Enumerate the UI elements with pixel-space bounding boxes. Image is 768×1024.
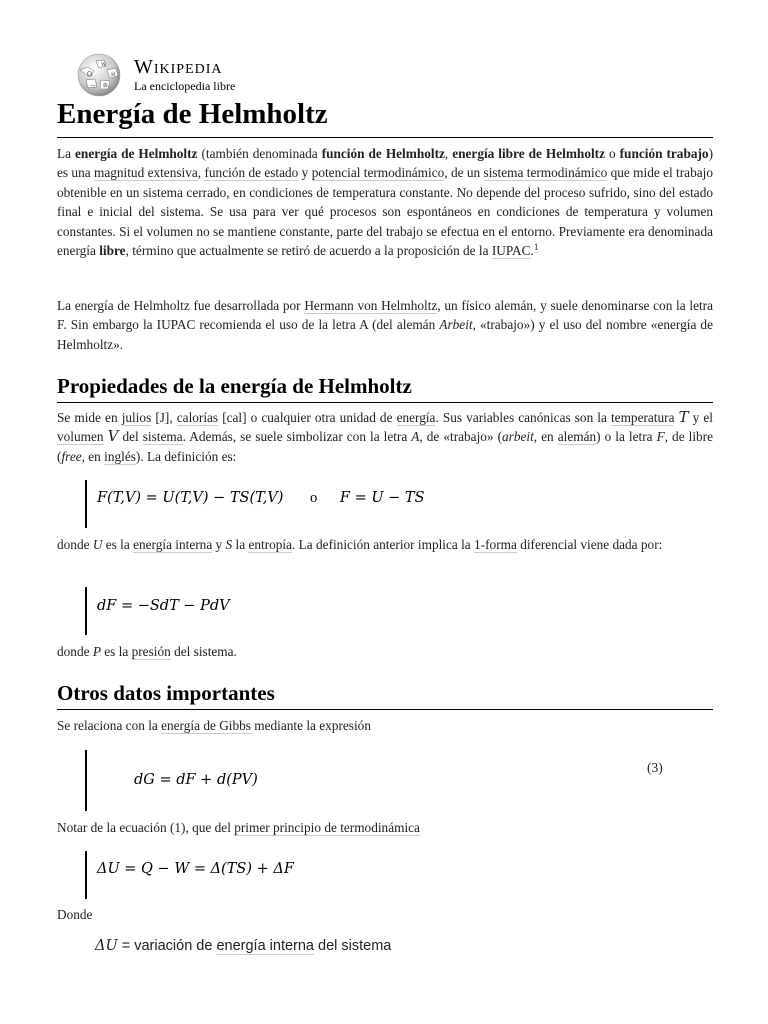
wikipedia-globe-icon [74,52,124,98]
equation-block-2 [85,587,87,635]
text-run: . [530,243,534,259]
text-run: función trabajo [619,146,709,161]
text-run: (también denominada [197,146,322,161]
text-run: S [225,537,233,552]
definition-text: = variación de [117,938,217,954]
page-title: Energía de Helmholtz [57,98,328,130]
math-symbol: T [678,408,689,426]
link-entropía[interactable]: entropía [248,537,293,552]
equation-first-law: ΔU = Q − W = Δ(TS) + ΔF [97,861,294,877]
link-temperatura[interactable]: temperatura [610,410,675,425]
wikipedia-tagline: La enciclopedia libre [134,79,236,93]
text-run: , un físico alemán, y suele denominarse con la letra F. Sin embargo la IUPAC recomienda el uso de la letra A (del alemán [57,298,713,333]
text-run: ). La definición es: [135,448,237,464]
text-run: o [605,146,620,161]
text-run: es la [102,537,134,552]
section-divider-2 [57,709,713,710]
equation-block-4 [85,851,87,899]
link-sistema[interactable]: sistema [142,429,183,445]
section-heading-otros-datos: Otros datos importantes [57,681,275,705]
link-iupac[interactable]: IUPAC [491,243,531,259]
text-run: del [118,429,143,445]
text-run: libre [99,243,126,259]
link-julios[interactable]: julios [121,410,152,425]
text-run: donde [57,644,93,659]
link-energía[interactable]: energía [396,410,436,425]
text-run: la [232,537,249,552]
text-run: que mide el trabajo obtenible en un sistema cerrado, en condiciones de temperatura constante. No depende del proceso sufrido, sino del estado final e inicial del sistema. Se usa para ver qué procesos son espontáneos en condiciones de temperatura y volumen constantes. Si el volumen no se mantiene constante, parte del trabajo se efectua en el entorno. Previamente era denominada energía [57,165,713,259]
link-inglés[interactable]: inglés [104,448,136,464]
text-run: U [92,537,103,552]
text-run: La [57,146,76,161]
text-run: , en [533,429,558,445]
link-calorías[interactable]: calorías [176,410,219,425]
otros-paragraph-2 [57,818,713,837]
link-alemán[interactable]: alemán [557,429,597,445]
equation-block-3 [85,750,87,811]
equation-gibbs: dG = dF + d(PV) [134,772,258,788]
link-energía-interna[interactable]: energía interna [133,537,213,552]
equation-number: (3) [647,760,663,775]
intro-paragraph-2 [57,296,713,354]
reference-link[interactable]: 1 [533,241,539,252]
text-run: y [212,537,226,552]
text-run: energía libre de Helmholtz [452,146,605,161]
title-divider [57,137,713,138]
text-run: , [197,165,205,181]
link-1-forma[interactable]: 1-forma [474,537,517,552]
svg-text:W: W [101,62,107,68]
text-run: función de Helmholtz [321,146,445,161]
text-run: arbeit [502,429,534,445]
link-energia-interna-2[interactable]: energía interna [216,938,314,954]
text-run: . Sus variables canónicas son la [435,410,611,425]
text-run: , de libre ( [57,429,713,464]
text-run: energía de Helmholtz [75,146,198,161]
text-run: , término que actualmente se retiró de acuerdo a la proposición de la [125,243,492,259]
text-run: diferencial viene dada por: [516,537,663,552]
text-run: , de «trabajo» ( [419,429,503,445]
text-run: y el [688,410,713,425]
svg-text:Ω: Ω [87,71,92,78]
definition-line [95,938,391,954]
link-primer-principio-de-termodinámica[interactable]: primer principio de termodinámica [234,820,420,835]
link-sistema-termodinámico[interactable]: sistema termodinámico [483,165,608,181]
text-run: , en [81,448,105,464]
link-magnitud-extensiva[interactable]: magnitud extensiva [93,165,198,181]
text-run: Arbeit [439,317,473,333]
propiedades-paragraph-1 [57,408,713,466]
text-run: free [61,448,82,464]
text-run: La energía de Helmholtz fue desarrollada por [57,298,305,313]
math-symbol: V [107,427,119,446]
definition-symbol: ΔU [95,938,118,954]
svg-text:И: И [111,72,116,78]
text-run: A [411,429,420,445]
link-energía-de-gibbs[interactable]: energía de Gibbs [161,718,251,733]
text-run: mediante la expresión [250,718,371,733]
definition-tail: del sistema [314,938,392,954]
text-run: [cal] o cualquier otra unidad de [218,410,397,425]
intro-paragraph-1 [57,144,713,260]
text-run: del sistema. [170,644,237,659]
svg-text:ب: ب [91,82,96,88]
text-run: ) o la letra [596,429,657,445]
text-run: es la [100,644,132,659]
text-run: , «trabajo») y el uso del nombre «energía de Helmholtz». [57,317,713,352]
equation-or: o [310,490,318,506]
text-run: Se mide en [57,410,122,425]
text-run: . La definición anterior implica la [292,537,475,552]
text-run: donde [57,537,93,552]
text-run: , de un [444,165,484,181]
link-presión[interactable]: presión [131,644,171,659]
link-potencial-termodinámico[interactable]: potencial termodinámico [311,165,445,181]
equation-helmholtz-short: F = U − TS [339,490,425,506]
wikipedia-wordmark: Wikipedia [134,56,223,78]
text-run: . Además, se suele simbolizar con la letra [182,429,412,445]
text-run: , [444,146,453,161]
text-run: F [656,429,665,445]
text-run: y [298,165,312,181]
equation-helmholtz-function: F(T,V) = U(T,V) − TS(T,V) [97,490,284,506]
section-heading-propiedades: Propiedades de la energía de Helmholtz [57,374,412,398]
text-run: P [92,644,101,659]
svg-text:維: 維 [103,83,109,89]
link-hermann-von-helmholtz[interactable]: Hermann von Helmholtz [304,298,438,313]
text-run: ) es una [57,146,714,181]
equation-block-1 [85,480,87,528]
otros-paragraph-3 [57,905,713,924]
text-run: [J], [151,410,177,425]
otros-paragraph-1 [57,716,713,735]
equation-differential: dF = −SdT − PdV [97,598,230,614]
text-run: Notar de la ecuación (1), que del [57,820,235,835]
propiedades-paragraph-3 [57,642,713,661]
propiedades-paragraph-2 [57,535,713,554]
equation-helmholtz-def [97,490,425,507]
text-run: Donde [57,907,93,922]
section-divider-1 [57,402,713,403]
text-run: Se relaciona con la [57,718,162,733]
link-función-de-estado[interactable]: función de estado [204,165,299,181]
link-volumen[interactable]: volumen [57,429,104,445]
